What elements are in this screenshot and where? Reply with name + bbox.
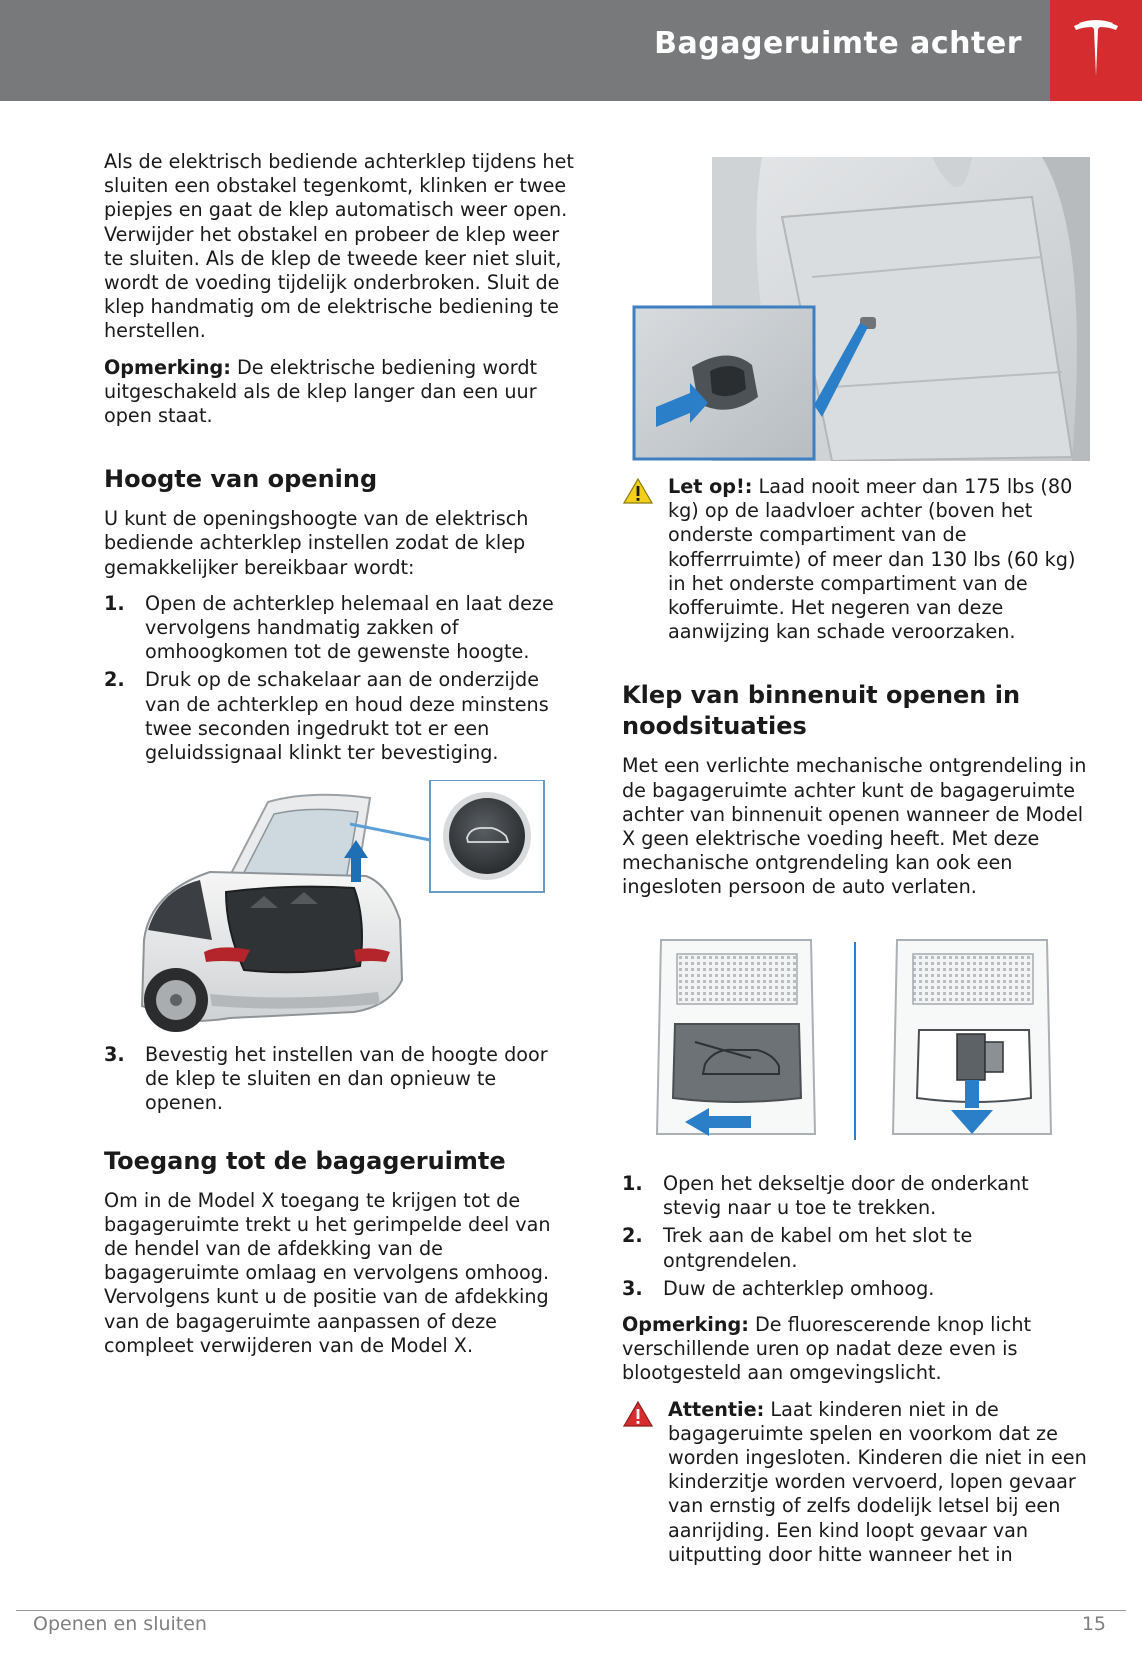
emergency-release-illustration — [655, 938, 1055, 1144]
step-number: 3. — [104, 1043, 125, 1066]
warning-triangle-icon — [622, 1400, 654, 1428]
list-item — [104, 592, 574, 665]
access-paragraph: Om in de Model X toegang te krijgen tot de bagageruimte trekt u het gerimpelde deel van de hendel van de afdekking van de bagageruimte omlaag en vervolgens omhoog. Vervolgens kunt u de positie van de afdekking van de bagageruimte aanpassen of deze compleet verwijderen van de Model X. — [104, 1188, 551, 1357]
warning-box — [622, 1398, 1092, 1567]
section-heading-height: Hoogte van opening — [104, 465, 378, 494]
note-paragraph — [104, 356, 574, 429]
right-column-lower — [622, 1172, 1092, 1579]
height-steps — [104, 592, 574, 765]
left-column-lower — [104, 1043, 574, 1370]
intro-paragraph: Als de elektrisch bediende achterklep tijdens het sluiten een obstakel tegenkomt, klinken er twee piepjes en gaat de klep automatisch weer open. Verwijder het obstakel en probeer de klep weer te sluiten. Als de klep de tweede keer niet sluit, wordt de voeding tijdelijk onderbroken. Sluit de klep handmatig om de elektrische bediening te herstellen. — [104, 150, 574, 343]
tailgate-illustration — [140, 780, 574, 1062]
caution-box — [622, 475, 1092, 644]
list-item — [622, 1172, 1092, 1220]
section-heading-emergency: Klep van binnenuit openen in noodsituaties — [622, 681, 1021, 741]
cargo-floor-illustration — [632, 157, 1090, 461]
height-steps-continued — [104, 1043, 574, 1116]
emergency-steps — [622, 1172, 1092, 1301]
section-heading-access: Toegang tot de bagageruimte — [104, 1146, 506, 1175]
step-text: Trek aan de kabel om het slot te ontgrendelen. — [663, 1224, 973, 1272]
step-text: Open de achterklep helemaal en laat deze vervolgens handmatig zakken of omhoogkomen tot de gewenste hoogte. — [145, 591, 554, 664]
footer-section: Openen en sluiten — [33, 1613, 207, 1635]
step-number: 3. — [622, 1276, 643, 1300]
tesla-logo-icon — [1071, 18, 1121, 80]
left-column — [104, 150, 574, 777]
step-number: 1. — [104, 591, 125, 615]
page-header — [0, 0, 1142, 101]
step-number: 2. — [104, 668, 125, 692]
list-item — [104, 1043, 574, 1116]
height-intro: U kunt de openingshoogte van de elektrisch bediende achterklep instellen zodat de klep gemakkelijker bereikbaar wordt: — [104, 507, 529, 579]
page-title: Bagageruimte achter — [654, 26, 1022, 61]
emergency-paragraph: Met een verlichte mechanische ontgrendeling in de bagageruimte achter kunt de bagageruimte achter van binnenuit openen wanneer de Model X geen elektrische voeding heeft. Met deze mechanische ontgrendeling kan ook een ingesloten persoon de auto verlaten. — [622, 754, 1087, 899]
note-text: De elektrische bediening wordt uitgeschakeld als de klep langer dan een uur open staat. — [104, 355, 538, 428]
page-number: 15 — [1081, 1613, 1106, 1635]
step-text: Bevestig het instellen van de hoogte door de klep te sluiten en dan opnieuw te openen. — [145, 1043, 548, 1115]
caution-triangle-icon — [622, 477, 654, 505]
caution-text: Laad nooit meer dan 175 lbs (80 kg) op de laadvloer achter (boven het onderste compartiment van de kofferrruimte) of meer dan 130 lbs (60 kg) in het onderste compartiment van de kofferuimte. Het negeren van deze aanwijzing kan schade veroorzaken. — [668, 475, 1076, 644]
note-label: Opmerking: — [622, 1313, 749, 1337]
step-text: Duw de achterklep omhoog. — [663, 1276, 935, 1300]
caution-label: Let op!: — [668, 475, 753, 498]
list-item — [622, 1277, 1092, 1301]
right-column — [622, 475, 1092, 912]
step-text: Druk op de schakelaar aan de onderzijde van de achterklep en houd deze minstens twee seconden ingedrukt tot er een geluidssignaal klinkt ter bevestiging. — [145, 668, 549, 765]
step-number: 1. — [622, 1172, 643, 1195]
note-label: Opmerking: — [104, 355, 231, 379]
note-paragraph-2 — [622, 1313, 1092, 1386]
note-text: De fluorescerende knop licht verschillende uren op nadat deze even is blootgesteld aan omgevingslicht. — [622, 1313, 1032, 1385]
step-number: 2. — [622, 1224, 643, 1248]
list-item — [622, 1224, 1092, 1272]
warning-label: Attentie: — [668, 1397, 765, 1421]
list-item — [104, 668, 574, 765]
brand-logo — [1050, 0, 1142, 101]
footer-divider — [16, 1610, 1126, 1611]
warning-text: Laat kinderen niet in de bagageruimte spelen en voorkom dat ze worden ingesloten. Kinderen die niet in een kinderzitje worden vervoerd, lopen gevaar van ernstig of zelfs dodelijk letsel bij een aanrijding. Een kind loopt gevaar van uitputting door hitte wanneer het in — [668, 1397, 1087, 1566]
step-text: Open het dekseltje door de onderkant stevig naar u toe te trekken. — [663, 1172, 1029, 1220]
